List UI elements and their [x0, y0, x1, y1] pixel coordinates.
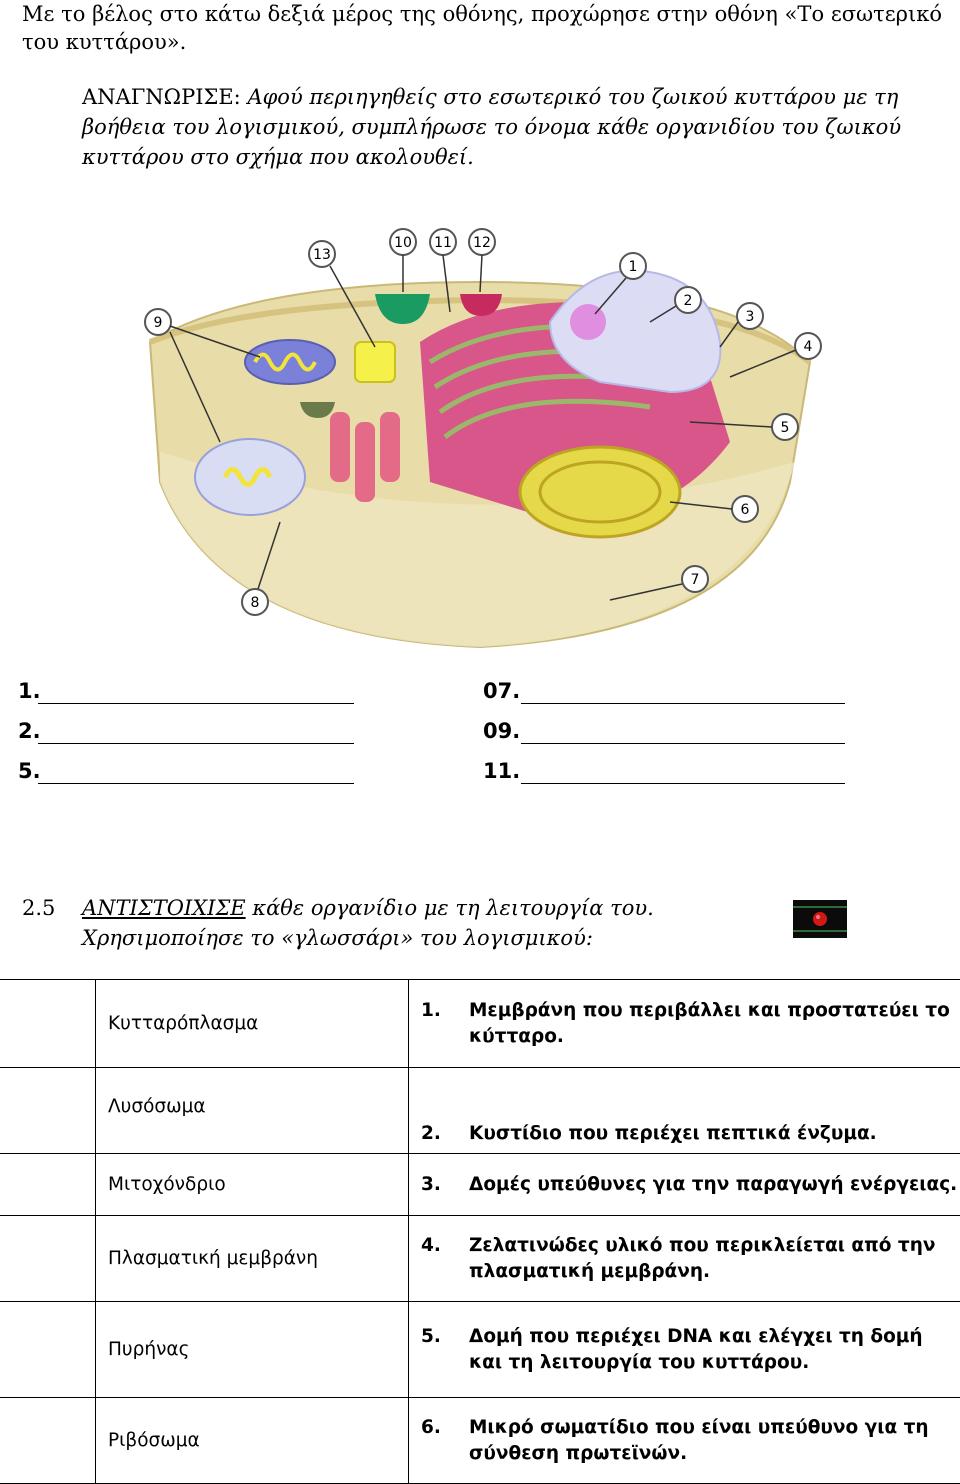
- svg-text:7: 7: [691, 572, 700, 588]
- callout-5: [772, 414, 798, 440]
- svg-text:5: 5: [781, 420, 790, 436]
- term: Ριβόσωμα: [96, 1398, 409, 1484]
- matching-table: [0, 979, 960, 1484]
- svg-text:6: 6: [741, 502, 750, 518]
- callout-9: [145, 309, 171, 335]
- animal-cell-diagram: [130, 222, 830, 652]
- svg-text:10: 10: [394, 235, 412, 251]
- task-number: [22, 82, 82, 112]
- callout-8: [242, 589, 268, 615]
- task-heading: ΑΝΤΙΣΤΟΙΧΙΣΕ: [82, 896, 246, 920]
- callout-2: [675, 287, 701, 313]
- callout-10: [390, 229, 416, 255]
- blank-1[interactable]: 1.: [18, 679, 41, 703]
- description: 2. Κυστίδιο που περιέχει πεπτικά ένζυμα.: [409, 1068, 960, 1154]
- task-text-line1: κάθε οργανίδιο με τη λειτουργία του.: [252, 896, 653, 920]
- task-text: Αφού περιηγηθείς στο εσωτερικό του ζωικού κυττάρου με τη βοήθεια του λογισμικού, συμπλήρωσε το όνομα κάθε οργανιδίου του ζωικού κυττάρου στο σχήμα που ακολουθεί.: [82, 85, 901, 169]
- term: Πυρήνας: [96, 1302, 409, 1398]
- blank-5[interactable]: 5.: [18, 759, 41, 783]
- callout-7: [682, 566, 708, 592]
- term: Λυσόσωμα: [96, 1068, 409, 1154]
- table-row: [0, 1302, 960, 1398]
- description: 3. Δομές υπεύθυνες για την παραγωγή ενέργειας.: [409, 1154, 960, 1216]
- callout-12: [469, 229, 495, 255]
- blank-2[interactable]: 2.: [18, 719, 41, 743]
- task-number: 2.5: [22, 893, 82, 923]
- callout-6: [732, 496, 758, 522]
- table-row: [0, 980, 960, 1068]
- description: 1. Μεμβράνη που περιβάλλει και προστατεύει το κύτταρο.: [409, 980, 960, 1068]
- term: Πλασματική μεμβράνη: [96, 1216, 409, 1302]
- svg-text:8: 8: [251, 595, 260, 611]
- glossary-icon[interactable]: [793, 900, 847, 938]
- blank-07[interactable]: 07.: [483, 679, 520, 703]
- svg-text:11: 11: [434, 235, 452, 251]
- table-row: [0, 1398, 960, 1484]
- task-text-line2: Χρησιμοποίησε το «γλωσσάρι» του λογισμικού:: [22, 923, 942, 953]
- table-row: [0, 1216, 960, 1302]
- svg-text:1: 1: [629, 259, 638, 275]
- intro-paragraph: Με το βέλος στο κάτω δεξιά μέρος της οθόνης, προχώρησε στην οθόνη «Το εσωτερικό του κυττάρου».: [22, 0, 942, 56]
- svg-text:4: 4: [804, 339, 813, 355]
- description: 4. Ζελατινώδες υλικό που περικλείεται από την πλασματική μεμβράνη.: [409, 1216, 960, 1302]
- task-heading: ΑΝΑΓΝΩΡΙΣΕ:: [82, 85, 241, 109]
- blank-09[interactable]: 09.: [483, 719, 520, 743]
- table-row: [0, 1154, 960, 1216]
- callout-11: [430, 229, 456, 255]
- term: Μιτοχόνδριο: [96, 1154, 409, 1216]
- description: 6. Μικρό σωματίδιο που είναι υπεύθυνο για τη σύνθεση πρωτεϊνών.: [409, 1398, 960, 1484]
- term: Κυτταρόπλασμα: [96, 980, 409, 1068]
- table-row: [0, 1068, 960, 1154]
- svg-text:12: 12: [473, 235, 491, 251]
- task-2-4: [22, 82, 942, 172]
- svg-text:3: 3: [746, 309, 755, 325]
- svg-text:2: 2: [684, 293, 693, 309]
- callout-13: [309, 241, 335, 267]
- callout-3: [737, 303, 763, 329]
- svg-text:13: 13: [313, 247, 331, 263]
- callout-1: [620, 253, 646, 279]
- svg-text:9: 9: [154, 315, 163, 331]
- callout-4: [795, 333, 821, 359]
- blank-11[interactable]: 11.: [483, 759, 520, 783]
- description: 5. Δομή που περιέχει DNA και ελέγχει τη δομή και τη λειτουργία του κυττάρου.: [409, 1302, 960, 1398]
